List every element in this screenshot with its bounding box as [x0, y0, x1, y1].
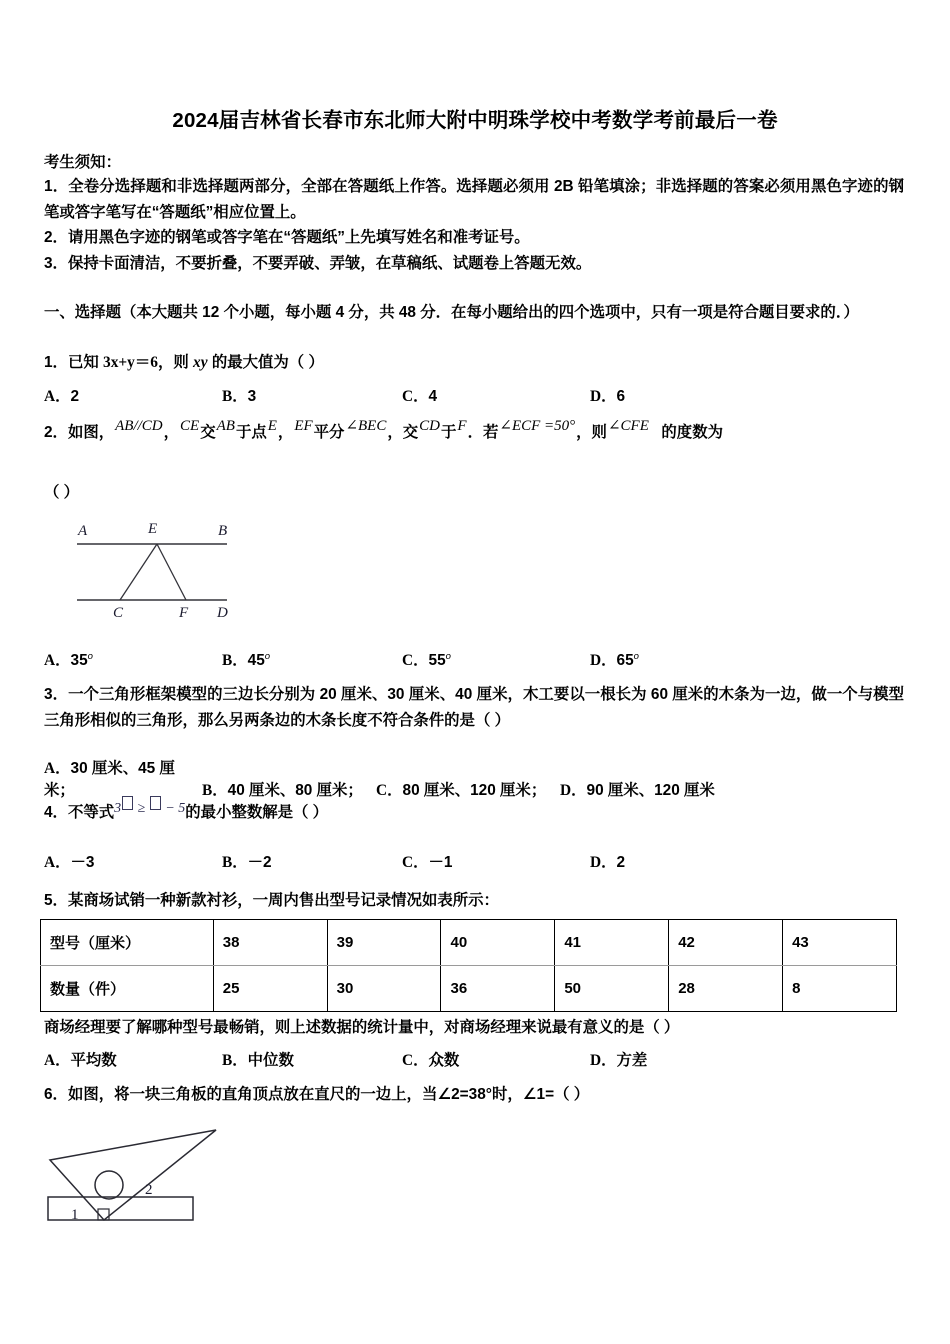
- table-cell: 39: [327, 920, 441, 966]
- option-label: C．: [402, 652, 429, 669]
- question-2-math-10: ∠CFE: [607, 418, 649, 434]
- option-label: C．: [402, 388, 429, 405]
- figure-label-E: E: [148, 521, 158, 537]
- notice-item-1: 1．全卷分选择题和非选择题两部分，全部在答题纸上作答。选择题必须用 2B 铅笔填涂；非选择题的答案必须用黑色字迹的钢笔或答字笔写在“答题纸”相应位置上。: [44, 178, 904, 221]
- figure-label-F: F: [179, 605, 189, 621]
- question-2-text-9: ，则: [576, 424, 607, 441]
- degree-symbol: o: [633, 650, 639, 662]
- page-title: 2024届吉林省长春市东北师大附中明珠学校中考数学考前最后一卷: [172, 109, 778, 132]
- missing-glyph-box: [150, 796, 161, 810]
- option-label: D．: [590, 854, 617, 871]
- question-1-stem-post: 的最大值为（ ）: [207, 354, 324, 371]
- question-2-lead: 如图，: [67, 424, 115, 441]
- question-4-stem-pre: 不等式: [67, 804, 115, 821]
- option-text[interactable]: 2: [70, 388, 80, 405]
- option-text[interactable]: 90 厘米、120 厘米: [586, 782, 715, 799]
- table-cell: 42: [669, 920, 783, 966]
- segment-EC: [120, 544, 157, 600]
- table-cell: 36: [441, 966, 555, 1012]
- question-4-stem-post: 的最小整数解是（ ）: [185, 804, 329, 821]
- ruler-rect: [48, 1197, 193, 1220]
- option-text[interactable]: －2: [247, 854, 272, 871]
- notice-item-2: 2．请用黑色字迹的钢笔或答字笔在“答题纸”上先填写姓名和准考证号。: [44, 229, 530, 246]
- parallel-lines-triangle-figure: [60, 512, 290, 632]
- question-3-options: [44, 756, 924, 800]
- option-label: C．: [402, 854, 429, 871]
- table-cell: 41: [555, 920, 669, 966]
- question-2-text-2: 交: [200, 424, 216, 441]
- option-label: A．: [44, 388, 71, 405]
- degree-symbol: o: [87, 650, 93, 662]
- option-label: C．: [376, 782, 403, 799]
- option-text[interactable]: 35: [70, 652, 88, 669]
- figure-label-C: C: [113, 605, 124, 621]
- question-6-text: 如图，将一块三角板的直角顶点放在直尺的一边上，当∠2=38°时，∠1=（ ）: [67, 1086, 590, 1103]
- option-label: A．: [44, 652, 71, 669]
- option-text[interactable]: 40 厘米、80 厘米；: [227, 782, 363, 799]
- question-5-options: [44, 1048, 924, 1070]
- question-2-options: [44, 648, 924, 670]
- question-2-text-5: 平分: [313, 424, 345, 441]
- option-label: D．: [590, 652, 617, 669]
- option-text[interactable]: 55: [428, 652, 446, 669]
- option-text[interactable]: 3: [247, 388, 257, 405]
- option-label: B．: [222, 388, 248, 405]
- option-text[interactable]: 众数: [428, 1052, 460, 1069]
- question-5: [44, 888, 904, 914]
- option-label: D．: [560, 782, 587, 799]
- question-2-text-1: ，: [163, 424, 180, 441]
- option-text[interactable]: 80 厘米、120 厘米；: [402, 782, 547, 799]
- option-label: A．: [44, 760, 71, 777]
- option-text[interactable]: 中位数: [247, 1052, 294, 1069]
- option-label: A．: [44, 854, 71, 871]
- question-1-math-2: xy: [193, 354, 208, 371]
- question-3-text: 一个三角形框架模型的三边长分别为 20 厘米、30 厘米、40 厘米，木工要以一根长为 60 厘米的木条为一边，做一个与模型三角形相似的三角形，那么另两条边的木条长度不符合条件的是（ ）: [44, 686, 905, 729]
- question-2-math-9: ∠ECF =50°: [499, 418, 576, 434]
- table-row: [41, 966, 897, 1012]
- question-4: [44, 800, 904, 827]
- question-1-options: [44, 384, 924, 406]
- question-6-number: 6．: [44, 1086, 68, 1103]
- option-text[interactable]: 2: [616, 854, 626, 871]
- option-label: B．: [202, 782, 228, 799]
- figure-label-D: D: [217, 605, 228, 621]
- table-cell: 43: [783, 920, 897, 966]
- option-label: B．: [222, 652, 248, 669]
- question-2-text-3: 于点: [235, 424, 267, 441]
- question-2-text-6: ，交: [387, 424, 419, 441]
- option-label: D．: [590, 388, 617, 405]
- question-2: [44, 418, 904, 448]
- option-label: B．: [222, 1052, 248, 1069]
- table-cell: 8: [783, 966, 897, 1012]
- table-cell: 30: [327, 966, 441, 1012]
- question-6: [44, 1082, 904, 1108]
- question-2-math-5: EF: [294, 418, 313, 434]
- table-row: [41, 920, 897, 966]
- set-square-on-ruler-figure: [35, 1112, 250, 1237]
- figure-label-B: B: [218, 523, 228, 539]
- option-text[interactable]: －3: [70, 854, 95, 871]
- question-2-math-2: CE: [180, 418, 200, 434]
- table-cell: 40: [441, 920, 555, 966]
- question-5-after-table: 商场经理要了解哪种型号最畅销，则上述数据的统计量中，对商场经理来说最有意义的是（ ）: [44, 1019, 680, 1036]
- question-4-options: [44, 850, 924, 872]
- option-text[interactable]: －1: [428, 854, 453, 871]
- question-2-math-3: AB: [216, 418, 235, 434]
- question-2-number: 2．: [44, 424, 68, 441]
- question-2-math-4: E: [267, 418, 277, 434]
- set-square-hole: [95, 1171, 123, 1199]
- table-cell: 28: [669, 966, 783, 1012]
- option-text[interactable]: 30 厘米、45 厘米；: [44, 760, 175, 799]
- question-1-number: 1．: [44, 354, 68, 371]
- option-label: D．: [590, 1052, 617, 1069]
- degree-symbol: o: [264, 650, 271, 662]
- notice-heading: 考生须知：: [44, 154, 121, 171]
- question-5-text: 某商场试销一种新款衬衫，一周内售出型号记录情况如表所示：: [67, 892, 499, 909]
- question-1-math: 3x+y＝6: [103, 354, 158, 371]
- figure-label-1: 1: [71, 1207, 79, 1223]
- question-1-stem-pre: 已知: [67, 354, 104, 371]
- table-cell: 50: [555, 966, 669, 1012]
- question-2-math-8: F: [457, 418, 467, 434]
- question-3-number: 3．: [44, 686, 69, 703]
- option-text[interactable]: 6: [616, 388, 626, 405]
- question-4-number: 4．: [44, 804, 68, 821]
- question-2-answer-bracket: （ ）: [44, 484, 80, 501]
- table-cell: 38: [213, 920, 327, 966]
- option-label: C．: [402, 1052, 429, 1069]
- missing-glyph-box: [122, 796, 133, 810]
- option-label: A．: [44, 1052, 71, 1069]
- question-2-math-6: ∠BEC: [345, 418, 387, 434]
- question-2-text-7: 于: [441, 424, 457, 441]
- section-heading: 一、选择题（本大题共 12 个小题，每小题 4 分，共 48 分．在每小题给出的四个选项中，只有一项是符合题目要求的．）: [44, 304, 859, 321]
- question-2-text-10: 的度数为: [661, 424, 723, 441]
- option-text[interactable]: 平均数: [70, 1052, 117, 1069]
- option-label: B．: [222, 854, 248, 871]
- question-2-math-1: AB//CD: [115, 418, 163, 434]
- segment-EF: [157, 544, 186, 600]
- degree-symbol: o: [445, 650, 451, 662]
- table-row-header: 型号（厘米）: [41, 920, 214, 966]
- table-cell: 25: [213, 966, 327, 1012]
- question-5-number: 5．: [44, 892, 68, 909]
- notice-item-3: 3．保持卡面清洁，不要折叠，不要弄破、弄皱，在草稿纸、试题卷上答题无效。: [44, 255, 592, 272]
- option-text[interactable]: 45: [247, 652, 265, 669]
- question-1: [44, 350, 904, 376]
- question-2-text-4: ，: [277, 424, 294, 441]
- question-4-math: 3 ≥ − 5: [114, 801, 185, 816]
- question-2-math-7: CD: [419, 418, 440, 434]
- question-3: [44, 682, 904, 733]
- figure-label-2: 2: [145, 1182, 153, 1198]
- figure-label-A: A: [78, 523, 88, 539]
- option-text[interactable]: 方差: [616, 1052, 648, 1069]
- option-text[interactable]: 65: [616, 652, 634, 669]
- option-text[interactable]: 4: [428, 388, 438, 405]
- shirt-size-table: [40, 919, 897, 1012]
- table-row-header: 数量（件）: [41, 966, 214, 1012]
- question-2-text-8: ．若: [467, 424, 499, 441]
- question-1-stem-mid: ，则: [157, 354, 194, 371]
